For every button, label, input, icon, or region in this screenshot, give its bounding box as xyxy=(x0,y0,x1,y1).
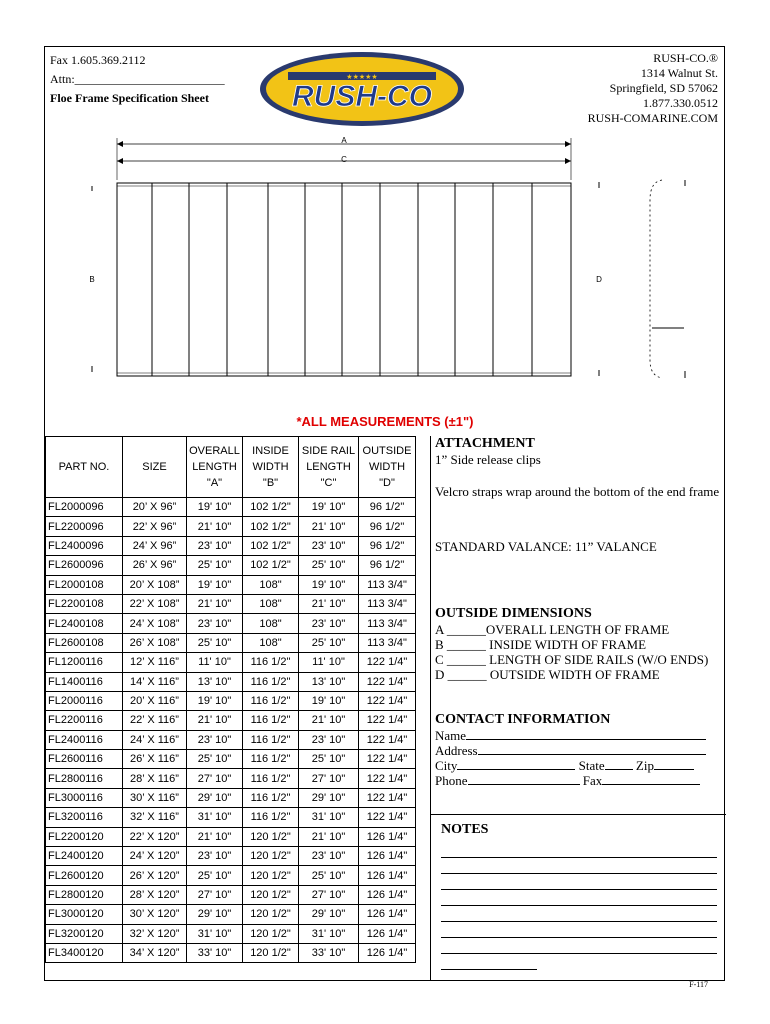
outside-width-cell: 122 1/4" xyxy=(359,691,416,710)
table-row xyxy=(46,653,416,672)
part-no-cell: FL2200116 xyxy=(46,711,123,730)
table-row xyxy=(46,730,416,749)
company-city: Springfield, SD 57062 xyxy=(609,81,718,95)
size-cell: 30’ X 116” xyxy=(123,788,187,807)
part-no-cell: FL2000096 xyxy=(46,498,123,517)
part-no-cell: FL2400096 xyxy=(46,536,123,555)
overall-length-cell: 27' 10" xyxy=(187,885,243,904)
zip-label: Zip xyxy=(635,758,654,773)
overall-length-cell: 27' 10" xyxy=(187,769,243,788)
contact-address-row xyxy=(435,743,723,758)
frame-diagram xyxy=(44,130,725,420)
side-rail-length-cell: 23' 10" xyxy=(299,847,359,866)
side-rail-length-cell: 23' 10" xyxy=(299,614,359,633)
part-no-cell: FL2600120 xyxy=(46,866,123,885)
header-left xyxy=(50,51,225,108)
overall-length-cell: 19' 10" xyxy=(187,498,243,517)
overall-length-cell: 21' 10" xyxy=(187,827,243,846)
outside-width-cell: 122 1/4" xyxy=(359,711,416,730)
table-row xyxy=(46,808,416,827)
overall-length-cell: 13' 10" xyxy=(187,672,243,691)
outside-width-cell: 96 1/2" xyxy=(359,556,416,575)
table-row xyxy=(46,672,416,691)
dim-d-label: D xyxy=(596,275,602,284)
size-cell: 26’ X 108” xyxy=(123,633,187,652)
part-no-cell: FL3000120 xyxy=(46,905,123,924)
attachment-velcro: Velcro straps wrap around the bottom of the end frame xyxy=(435,484,720,499)
size-cell: 24’ X 108” xyxy=(123,614,187,633)
side-rail-length-cell: 23' 10" xyxy=(299,536,359,555)
dimension-c: C ______ LENGTH OF SIDE RAILS (W/O ENDS) xyxy=(435,652,709,667)
table-row xyxy=(46,556,416,575)
sheet-title: Floe Frame Specification Sheet xyxy=(50,91,209,105)
form-id: F-117 xyxy=(689,980,708,989)
col-header-side-rail-length: SIDE RAIL LENGTH "C" xyxy=(299,437,359,498)
overall-length-cell: 29' 10" xyxy=(187,905,243,924)
notes-line[interactable] xyxy=(441,890,717,906)
size-cell: 12’ X 116” xyxy=(123,653,187,672)
inside-width-cell: 120 1/2" xyxy=(243,847,299,866)
size-cell: 20’ X 96” xyxy=(123,498,187,517)
part-no-cell: FL2000108 xyxy=(46,575,123,594)
inside-width-cell: 116 1/2" xyxy=(243,672,299,691)
notes-line[interactable] xyxy=(441,954,537,970)
col-header-overall-length: OVERALL LENGTH "A" xyxy=(187,437,243,498)
overall-length-cell: 25' 10" xyxy=(187,750,243,769)
part-no-cell: FL2200096 xyxy=(46,517,123,536)
part-no-cell: FL2000116 xyxy=(46,691,123,710)
zip-field[interactable] xyxy=(654,769,694,770)
phone-label: Phone xyxy=(435,773,468,788)
size-cell: 22’ X 120” xyxy=(123,827,187,846)
outside-width-cell: 122 1/4" xyxy=(359,808,416,827)
overall-length-cell: 23' 10" xyxy=(187,847,243,866)
notes-section xyxy=(441,822,721,970)
table-row xyxy=(46,827,416,846)
part-no-cell: FL2200108 xyxy=(46,594,123,613)
inside-width-cell: 102 1/2" xyxy=(243,536,299,555)
side-rail-length-cell: 29' 10" xyxy=(299,788,359,807)
inside-width-cell: 120 1/2" xyxy=(243,866,299,885)
overall-length-cell: 23' 10" xyxy=(187,536,243,555)
inside-width-cell: 116 1/2" xyxy=(243,711,299,730)
inside-width-cell: 116 1/2" xyxy=(243,769,299,788)
rushco-logo xyxy=(258,50,466,128)
logo-text: RUSH-CO xyxy=(292,80,432,113)
contact-city-row xyxy=(435,758,723,773)
side-rail-length-cell: 21' 10" xyxy=(299,517,359,536)
contact-section xyxy=(435,712,723,788)
notes-line[interactable] xyxy=(441,906,717,922)
dimension-b: B ______ INSIDE WIDTH OF FRAME xyxy=(435,637,647,652)
company-name: RUSH-CO.® xyxy=(653,51,718,65)
attn-line: Attn:_________________________ xyxy=(50,72,225,86)
col-header-inside-width: INSIDE WIDTH "B" xyxy=(243,437,299,498)
side-rail-length-cell: 27' 10" xyxy=(299,885,359,904)
part-no-cell: FL2400108 xyxy=(46,614,123,633)
notes-line[interactable] xyxy=(441,842,717,858)
inside-width-cell: 120 1/2" xyxy=(243,924,299,943)
size-cell: 30’ X 120” xyxy=(123,905,187,924)
size-cell: 24’ X 96” xyxy=(123,536,187,555)
side-rail-length-cell: 19' 10" xyxy=(299,691,359,710)
overall-length-cell: 33' 10" xyxy=(187,943,243,962)
table-row xyxy=(46,943,416,962)
overall-length-cell: 21' 10" xyxy=(187,594,243,613)
col-header-part-no: PART NO. xyxy=(46,437,123,498)
inside-width-cell: 120 1/2" xyxy=(243,827,299,846)
inside-width-cell: 120 1/2" xyxy=(243,885,299,904)
side-rail-length-cell: 31' 10" xyxy=(299,808,359,827)
inside-width-cell: 108" xyxy=(243,614,299,633)
size-cell: 22’ X 108” xyxy=(123,594,187,613)
size-cell: 24’ X 116” xyxy=(123,730,187,749)
inside-width-cell: 108" xyxy=(243,575,299,594)
spec-table-body xyxy=(46,498,416,963)
table-row xyxy=(46,575,416,594)
fax-field[interactable] xyxy=(602,784,700,785)
part-no-cell: FL1400116 xyxy=(46,672,123,691)
outside-width-cell: 122 1/4" xyxy=(359,750,416,769)
outside-width-cell: 122 1/4" xyxy=(359,672,416,691)
side-rail-length-cell: 25' 10" xyxy=(299,556,359,575)
notes-line[interactable] xyxy=(441,922,717,938)
outside-width-cell: 122 1/4" xyxy=(359,769,416,788)
size-cell: 34’ X 120” xyxy=(123,943,187,962)
part-no-cell: FL3200120 xyxy=(46,924,123,943)
attachment-section xyxy=(435,436,723,554)
measurement-tolerance-note: *ALL MEASUREMENTS (±1") xyxy=(296,414,474,429)
outside-width-cell: 96 1/2" xyxy=(359,517,416,536)
city-label: City xyxy=(435,758,458,773)
side-rail-length-cell: 19' 10" xyxy=(299,498,359,517)
notes-title: NOTES xyxy=(441,822,489,837)
overall-length-cell: 25' 10" xyxy=(187,866,243,885)
part-no-cell: FL2800116 xyxy=(46,769,123,788)
table-row xyxy=(46,750,416,769)
notes-line[interactable] xyxy=(441,938,717,954)
col-header-size: SIZE xyxy=(123,437,187,498)
inside-width-cell: 116 1/2" xyxy=(243,653,299,672)
side-rail-length-cell: 29' 10" xyxy=(299,905,359,924)
table-row xyxy=(46,536,416,555)
attachment-title: ATTACHMENT xyxy=(435,436,535,451)
table-row xyxy=(46,847,416,866)
outside-width-cell: 113 3/4" xyxy=(359,594,416,613)
side-rail-length-cell: 21' 10" xyxy=(299,711,359,730)
company-website: RUSH-COMARINE.COM xyxy=(587,111,718,125)
info-column xyxy=(430,436,725,981)
outside-width-cell: 126 1/4" xyxy=(359,905,416,924)
size-cell: 22’ X 96” xyxy=(123,517,187,536)
part-no-cell: FL1200116 xyxy=(46,653,123,672)
inside-width-cell: 102 1/2" xyxy=(243,517,299,536)
part-no-cell: FL2200120 xyxy=(46,827,123,846)
part-no-cell: FL2400116 xyxy=(46,730,123,749)
part-no-cell: FL2600116 xyxy=(46,750,123,769)
size-cell: 26’ X 96” xyxy=(123,556,187,575)
side-rail-length-cell: 25' 10" xyxy=(299,750,359,769)
dim-c-label: C xyxy=(341,155,347,164)
address-field[interactable] xyxy=(478,754,706,755)
fax-label: Fax xyxy=(582,773,603,788)
outside-width-cell: 126 1/4" xyxy=(359,866,416,885)
table-row xyxy=(46,924,416,943)
inside-width-cell: 120 1/2" xyxy=(243,905,299,924)
table-row xyxy=(46,498,416,517)
inside-width-cell: 116 1/2" xyxy=(243,730,299,749)
part-no-cell: FL3200116 xyxy=(46,808,123,827)
table-row xyxy=(46,788,416,807)
dimension-d: D ______ OUTSIDE WIDTH OF FRAME xyxy=(435,667,660,682)
outside-width-cell: 122 1/4" xyxy=(359,788,416,807)
contact-phone-row xyxy=(435,773,723,788)
part-no-cell: FL2800120 xyxy=(46,885,123,904)
side-rail-length-cell: 33' 10" xyxy=(299,943,359,962)
inside-width-cell: 120 1/2" xyxy=(243,943,299,962)
part-no-cell: FL2600108 xyxy=(46,633,123,652)
outside-dimensions-section xyxy=(435,606,725,682)
notes-lines[interactable] xyxy=(441,842,721,970)
overall-length-cell: 21' 10" xyxy=(187,517,243,536)
overall-length-cell: 31' 10" xyxy=(187,808,243,827)
size-cell: 14’ X 116” xyxy=(123,672,187,691)
outside-width-cell: 113 3/4" xyxy=(359,614,416,633)
side-rail-length-cell: 21' 10" xyxy=(299,594,359,613)
part-no-cell: FL2600096 xyxy=(46,556,123,575)
size-cell: 26’ X 120” xyxy=(123,866,187,885)
size-cell: 20’ X 108” xyxy=(123,575,187,594)
table-row xyxy=(46,633,416,652)
table-row xyxy=(46,885,416,904)
dim-b-label: B xyxy=(89,275,95,284)
outside-width-cell: 126 1/4" xyxy=(359,885,416,904)
outside-width-cell: 96 1/2" xyxy=(359,498,416,517)
name-field[interactable] xyxy=(466,739,706,740)
size-cell: 22’ X 116” xyxy=(123,711,187,730)
notes-divider xyxy=(431,814,726,815)
dim-a-label: A xyxy=(341,136,347,145)
table-row xyxy=(46,905,416,924)
state-label: State xyxy=(578,758,605,773)
spec-table xyxy=(45,436,416,963)
company-street: 1314 Walnut St. xyxy=(640,66,718,80)
contact-name-row xyxy=(435,728,723,743)
size-cell: 24’ X 120” xyxy=(123,847,187,866)
outside-dimensions-title: OUTSIDE DIMENSIONS xyxy=(435,606,592,621)
notes-line[interactable] xyxy=(441,858,717,874)
side-rail-length-cell: 27' 10" xyxy=(299,769,359,788)
outside-width-cell: 113 3/4" xyxy=(359,633,416,652)
standard-valance: STANDARD VALANCE: 11” VALANCE xyxy=(435,539,657,554)
table-row xyxy=(46,594,416,613)
inside-width-cell: 116 1/2" xyxy=(243,691,299,710)
part-no-cell: FL3400120 xyxy=(46,943,123,962)
inside-width-cell: 116 1/2" xyxy=(243,750,299,769)
contact-title: CONTACT INFORMATION xyxy=(435,712,611,727)
side-rail-length-cell: 11' 10" xyxy=(299,653,359,672)
outside-width-cell: 122 1/4" xyxy=(359,730,416,749)
outside-width-cell: 122 1/4" xyxy=(359,653,416,672)
table-row xyxy=(46,711,416,730)
side-rail-length-cell: 19' 10" xyxy=(299,575,359,594)
overall-length-cell: 19' 10" xyxy=(187,575,243,594)
overall-length-cell: 25' 10" xyxy=(187,633,243,652)
side-rail-length-cell: 25' 10" xyxy=(299,866,359,885)
company-address xyxy=(588,51,718,126)
city-field[interactable] xyxy=(457,769,575,770)
size-cell: 28’ X 116” xyxy=(123,769,187,788)
size-cell: 26’ X 116” xyxy=(123,750,187,769)
outside-width-cell: 126 1/4" xyxy=(359,943,416,962)
company-phone: 1.877.330.0512 xyxy=(643,96,718,110)
side-rail-length-cell: 23' 10" xyxy=(299,730,359,749)
outside-width-cell: 126 1/4" xyxy=(359,924,416,943)
overall-length-cell: 21' 10" xyxy=(187,711,243,730)
outside-width-cell: 126 1/4" xyxy=(359,827,416,846)
table-row xyxy=(46,614,416,633)
col-header-outside-width: OUTSIDE WIDTH "D" xyxy=(359,437,416,498)
part-no-cell: FL2400120 xyxy=(46,847,123,866)
overall-length-cell: 19' 10" xyxy=(187,691,243,710)
overall-length-cell: 11' 10" xyxy=(187,653,243,672)
inside-width-cell: 102 1/2" xyxy=(243,498,299,517)
size-cell: 32’ X 120” xyxy=(123,924,187,943)
side-rail-length-cell: 25' 10" xyxy=(299,633,359,652)
overall-length-cell: 31' 10" xyxy=(187,924,243,943)
overall-length-cell: 23' 10" xyxy=(187,730,243,749)
address-label: Address xyxy=(435,743,478,758)
inside-width-cell: 108" xyxy=(243,594,299,613)
overall-length-cell: 29' 10" xyxy=(187,788,243,807)
size-cell: 28’ X 120” xyxy=(123,885,187,904)
outside-width-cell: 96 1/2" xyxy=(359,536,416,555)
side-rail-length-cell: 31' 10" xyxy=(299,924,359,943)
size-cell: 32’ X 116” xyxy=(123,808,187,827)
part-no-cell: FL3000116 xyxy=(46,788,123,807)
side-rail-length-cell: 21' 10" xyxy=(299,827,359,846)
side-rail-length-cell: 13' 10" xyxy=(299,672,359,691)
outside-width-cell: 113 3/4" xyxy=(359,575,416,594)
fax-number: Fax 1.605.369.2112 xyxy=(50,53,146,67)
name-label: Name xyxy=(435,728,467,743)
notes-line[interactable] xyxy=(441,874,717,890)
outside-width-cell: 126 1/4" xyxy=(359,847,416,866)
inside-width-cell: 116 1/2" xyxy=(243,788,299,807)
dimension-a: A ______OVERALL LENGTH OF FRAME xyxy=(435,622,670,637)
size-cell: 20’ X 116” xyxy=(123,691,187,710)
inside-width-cell: 102 1/2" xyxy=(243,556,299,575)
state-field[interactable] xyxy=(605,769,633,770)
table-row xyxy=(46,769,416,788)
inside-width-cell: 116 1/2" xyxy=(243,808,299,827)
table-row xyxy=(46,517,416,536)
overall-length-cell: 23' 10" xyxy=(187,614,243,633)
attachment-clips: 1” Side release clips xyxy=(435,452,541,467)
table-row xyxy=(46,866,416,885)
table-row xyxy=(46,691,416,710)
logo-stars: ★★★★★ xyxy=(346,73,378,81)
phone-field[interactable] xyxy=(468,784,580,785)
overall-length-cell: 25' 10" xyxy=(187,556,243,575)
inside-width-cell: 108" xyxy=(243,633,299,652)
